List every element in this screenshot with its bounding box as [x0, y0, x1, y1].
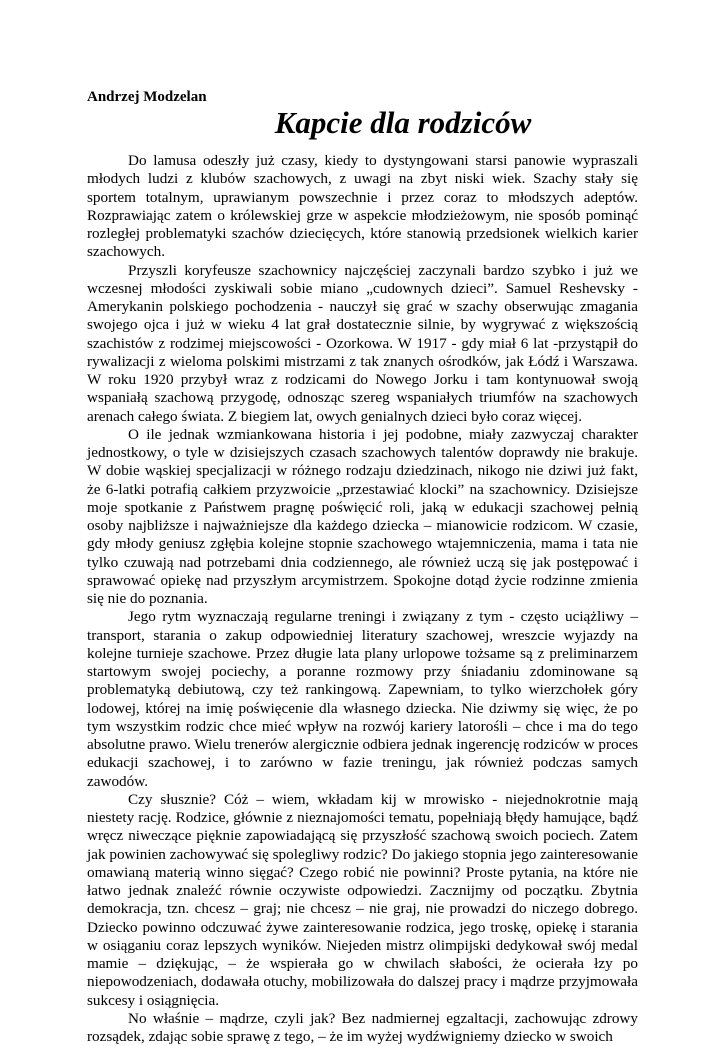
paragraph-3: O ile jednak wzmiankowana historia i jej podobne, miały zazwyczaj charakter jednostkowy, o tyle w dzisiejszych czasach szachowych talentów doprawdy nie brakuje. W dobie wąskiej specjalizacji w różnego rodzaju dziedzinach, nikogo nie dziwi już fakt, że 6-latki potrafią całkiem przyzwoicie „przestawiać klocki” na szachownicy. Dzisiejsze moje spotkanie z Państwem pragnę poświęcić roli, jaką w edukacji szachowej pełnią osoby najbliższe i najważniejsze dla każdego dziecka – mianowicie rodzicom. W czasie, gdy młody geniusz zgłębia kolejne stopnie szachowego wtajemniczenia, mama i tata nie tylko czuwają nad potrzebami dnia codziennego, ale również uczą się jak postępować i sprawować opiekę nad przyszłym arcymistrzem. Spokojne dotąd życie rodzinne zmienia się nie do poznania.	[87, 425, 638, 607]
article-title: Kapcie dla rodziców	[274, 105, 532, 140]
paragraph-1: Do lamusa odeszły już czasy, kiedy to dystyngowani starsi panowie wypraszali młodych ludzi z klubów szachowych, z uwagi na zbyt niski wiek. Szachy stały się sportem totalnym, uprawianym powszechnie i przez coraz to młodszych adeptów. Rozprawiając zatem o królewskiej grze w aspekcie młodzieżowym, nie sposób pominąć rozległej problematyki szachów dziecięcych, które stanowią przedsionek wielkich karier szachowych.	[87, 152, 638, 261]
author-name: Andrzej Modzelan	[87, 89, 207, 105]
paragraph-6: No właśnie – mądrze, czyli jak? Bez nadmiernej egzaltacji, zachowując zdrowy rozsądek, zdając sobie sprawę z tego, – że im wyżej wydźwigniemy dziecko w swoich	[87, 1009, 638, 1045]
paragraph-2: Przyszli koryfeusze szachownicy najczęściej zaczynali bardzo szybko i już we wczesnej młodości zyskiwali sobie miano „cudownych dzieci”. Samuel Reshevsky - Amerykanin polskiego pochodzenia - nauczył się grać w szachy obserwując zmagania swojego ojca i już w wieku 4 lat grał dostatecznie silnie, by wygrywać z większością szachistów z rodzimej miejscowości - Ozorkowa. W 1917 - gdy miał 6 lat -przystąpił do rywalizacji z wieloma polskimi mistrzami z tak znanych ośrodków, jak Łódź i Warszawa. W roku 1920 przybył wraz z rodzicami do Nowego Jorku i tam kontynuował swoją wspaniałą szachową przygodę, odnosząc szereg wspaniałych triumfów na szachowych arenach całego świata. Z biegiem lat, owych genialnych dzieci było coraz więcej.	[87, 261, 638, 425]
paragraph-4: Jego rytm wyznaczają regularne treningi i związany z tym - często uciążliwy – transport, starania o zakup odpowiedniej literatury szachowej, wreszcie wyjazdy na kolejne turnieje szachowe. Przez długie lata plany urlopowe tożsame są z preliminarzem startowym swojej pociechy, a poranne rozmowy przy śniadaniu zdominowane są problematyką debiutową, czy też rankingową. Zapewniam, to tylko wierzchołek góry lodowej, której na imię poświęcenie dla własnego dziecka. Nie dziwmy się więc, że po tym wszystkim rodzic chce mieć wpływ na rozwój kariery latorośli – chce i ma do tego absolutne prawo. Wielu trenerów alergicznie odbiera jednak ingerencję rodziców w proces edukacji szachowej, i to zarówno w fazie treningu, jak również podczas samych zawodów.	[87, 608, 638, 790]
paragraph-5: Czy słusznie? Cóż – wiem, wkładam kij w mrowisko - niejednokrotnie mają niestety rację. Rodzice, głównie z nieznajomości tematu, popełniają błędy hamujące, bądź wręcz niweczące pięknie zapowiadającą się przyszłość szachową swoich pociech. Zatem jak powinien zachowywać się spolegliwy rodzic? Do jakiego stopnia jego zainteresowanie omawianą materią winno sięgać? Czego robić nie powinni? Proste pytania, na które nie łatwo jednak znaleźć równie oczywiste odpowiedzi. Zacznijmy od początku. Zbytnia demokracja, tzn. chcesz – graj; nie chcesz – nie graj, nie prowadzi do niczego dobrego. Dziecko powinno odczuwać żywe zainteresowanie rodzica, jego troskę, opiekę i starania w osiąganiu coraz lepszych wyników. Niejeden mistrz olimpijski dedykował swój medal mamie – dziękując, – że wspierała go w chwilach słabości, że ocierała łzy po niepowodzeniach, dodawała otuchy, mobilizowała do dalszej pracy i mądrze przyjmowała sukcesy i osiągnięcia.	[87, 790, 638, 1009]
article-body	[87, 152, 638, 1045]
